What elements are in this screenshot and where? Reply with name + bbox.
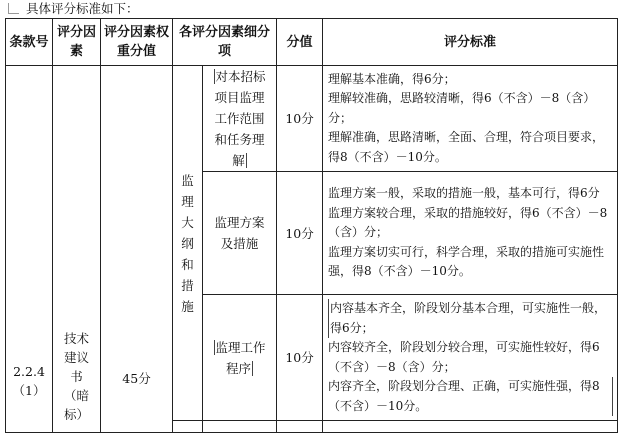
intro-text: 具体评分标准如下： bbox=[26, 1, 139, 16]
table-row bbox=[6, 66, 618, 172]
subitem-score: 10分 bbox=[277, 66, 323, 172]
subitem-name: 监理工作程序 bbox=[203, 295, 277, 421]
clause-number: 2.2.4（1） bbox=[6, 66, 53, 433]
header-score: 分值 bbox=[277, 19, 323, 66]
subitem-score: 10分 bbox=[277, 172, 323, 295]
header-detail: 各评分因素细分项 bbox=[173, 19, 277, 66]
header-weight: 评分因素权重分值 bbox=[101, 19, 173, 66]
continuation-cell bbox=[203, 421, 277, 433]
subitem-criteria: 内容基本齐全，阶段划分基本合理，可实施性一般，得6分； 内容较齐全，阶段划分较合理，可实施性较好，得6（不含）－8（含）分； 内容齐全，阶段划分合理、正确，可实施性强，得8（不含）－10分。 bbox=[323, 295, 618, 421]
subitem-score: 10分 bbox=[277, 295, 323, 421]
header-row bbox=[6, 19, 618, 66]
subitem-criteria: 监理方案一般，采取的措施一般，基本可行，得6分 监理方案较合理，采取的措施较好，得6（不含）－8（含）分； 监理方案切实可行，科学合理，采取的措施可实施性强，得8（不含）－10分。 bbox=[323, 172, 618, 295]
factor-name: 技术建议书（暗标） bbox=[53, 66, 101, 433]
subitem-group: 监理大纲和措施 bbox=[173, 66, 203, 421]
corner-crop-mark bbox=[8, 3, 19, 14]
subitem-name: 对本招标项目监理工作范围和任务理解 bbox=[203, 66, 277, 172]
subitem-name: 监理方案及措施 bbox=[203, 172, 277, 295]
scoring-table bbox=[5, 18, 618, 433]
header-standard: 评分标准 bbox=[323, 19, 618, 66]
factor-weight: 45分 bbox=[101, 66, 173, 433]
subitem-criteria: 理解基本准确，得6分； 理解较准确，思路较清晰，得6（不含）－8（含）分； 理解准确，思路清晰，全面、合理，符合项目要求，得8（不含）－10分。 bbox=[323, 66, 618, 172]
continuation-cell bbox=[323, 421, 618, 433]
continuation-cell bbox=[173, 421, 203, 433]
header-clause: 条款号 bbox=[6, 19, 53, 66]
header-factor: 评分因素 bbox=[53, 19, 101, 66]
continuation-cell bbox=[277, 421, 323, 433]
